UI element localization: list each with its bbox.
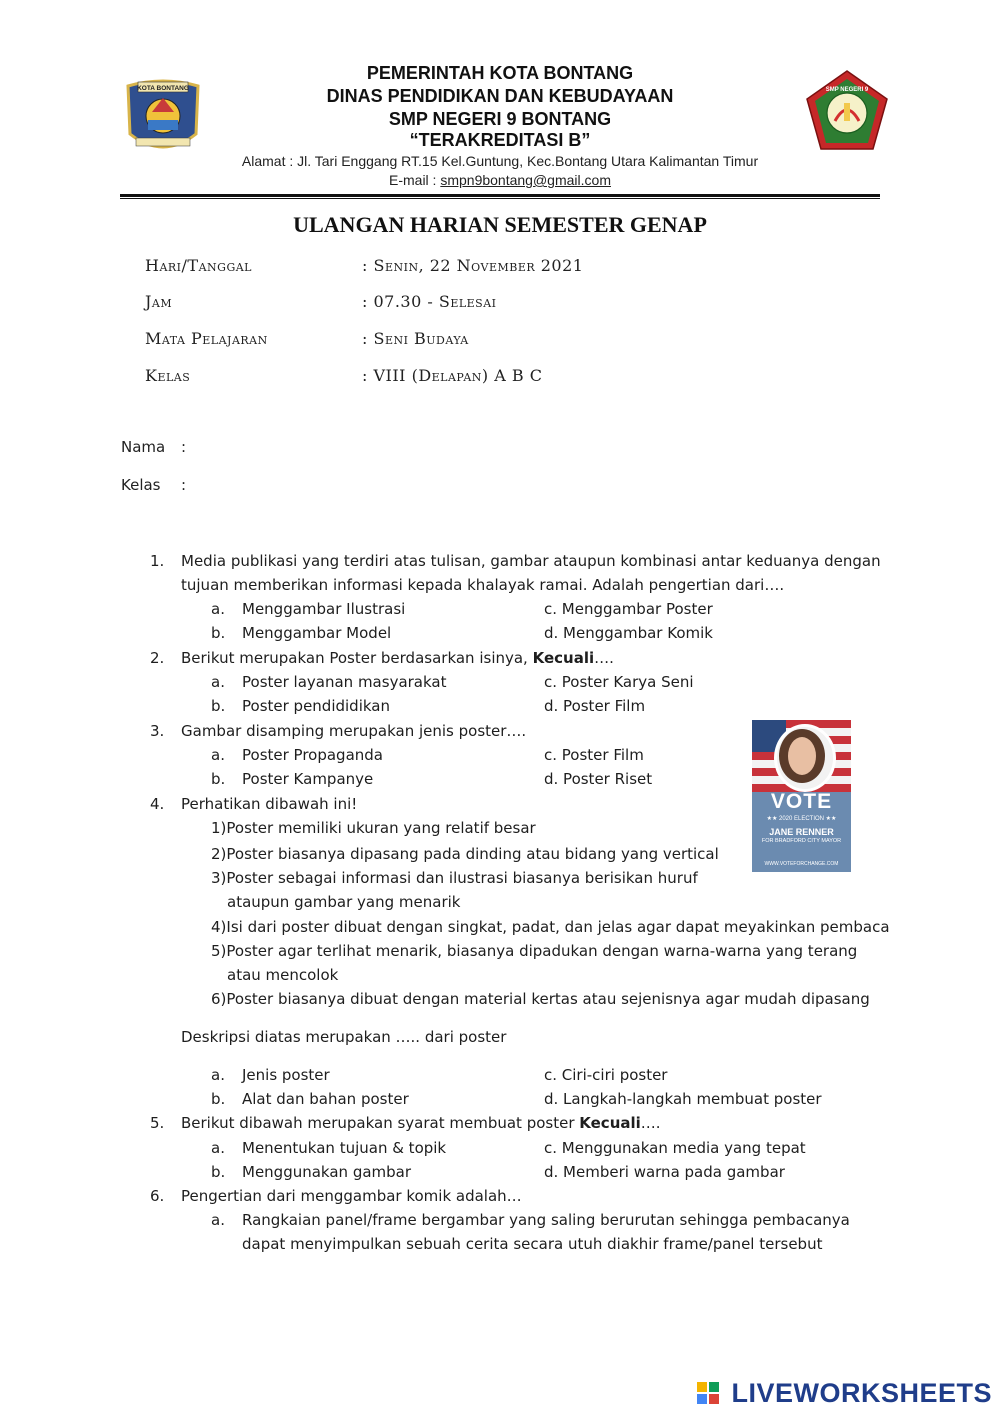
info-value-subject: : Seni Budaya bbox=[362, 329, 469, 348]
q4-item-3: 3)Poster sebagai informasi dan ilustrasi biasanya berisikan huruf bbox=[211, 869, 698, 887]
name-label: Nama bbox=[121, 438, 166, 456]
q4-option-d[interactable]: d. Langkah-langkah membuat poster bbox=[544, 1090, 822, 1108]
info-label-class: Kelas bbox=[145, 366, 191, 385]
q6-text: Pengertian dari menggambar komik adalah… bbox=[181, 1187, 522, 1205]
liveworksheets-logo-icon bbox=[697, 1382, 719, 1404]
q4-item-4: 4)Isi dari poster dibuat dengan singkat, padat, dan jelas agar dapat meyakinkan pembaca bbox=[211, 918, 890, 936]
poster-candidate: JANE RENNER bbox=[769, 827, 834, 837]
q1-option-d[interactable]: d. Menggambar Komik bbox=[544, 624, 713, 642]
email-link[interactable]: smpn9bontang@gmail.com bbox=[440, 172, 611, 188]
q2-option-b-letter: b. bbox=[211, 697, 226, 715]
q1-option-c[interactable]: c. Menggambar Poster bbox=[544, 600, 713, 618]
q4-item-6: 6)Poster biasanya dibuat dengan material kertas atau sejenisnya agar mudah dipasang bbox=[211, 990, 870, 1008]
q2-option-c[interactable]: c. Poster Karya Seni bbox=[544, 673, 694, 691]
q5-option-a[interactable]: Menentukan tujuan & topik bbox=[242, 1139, 447, 1157]
q4-item-3-cont: ataupun gambar yang menarik bbox=[227, 893, 461, 911]
info-value-time: : 07.30 - Selesai bbox=[362, 292, 497, 311]
header-department: DINAS PENDIDIKAN DAN KEBUDAYAAN bbox=[326, 86, 674, 106]
q4-description: Deskripsi diatas merupakan ….. dari poster bbox=[181, 1028, 507, 1046]
school-logo bbox=[803, 69, 891, 155]
q2-option-a-letter: a. bbox=[211, 673, 225, 691]
q2-text bbox=[181, 646, 881, 670]
info-label-date: Hari/Tanggal bbox=[145, 256, 252, 275]
q2-option-d[interactable]: d. Poster Film bbox=[544, 697, 646, 715]
q2-text-bold: Kecuali bbox=[532, 649, 595, 667]
q5-text bbox=[181, 1111, 881, 1135]
city-logo-label: KOTA BONTANG bbox=[137, 85, 189, 92]
q4-option-b[interactable]: Alat dan bahan poster bbox=[242, 1090, 409, 1108]
poster-site: WWW.VOTEFORCHANGE.COM bbox=[764, 861, 839, 867]
q1-option-a-letter: a. bbox=[211, 600, 225, 618]
q5-number: 5. bbox=[150, 1114, 165, 1132]
header-divider-thick bbox=[120, 194, 880, 197]
header-address: Alamat : Jl. Tari Enggang RT.15 Kel.Guntung, Kec.Bontang Utara Kalimantan Timur bbox=[241, 153, 759, 169]
q4-item-5-cont: atau mencolok bbox=[227, 966, 339, 984]
q4-option-a[interactable]: Jenis poster bbox=[242, 1066, 330, 1084]
q3-text: Gambar disamping merupakan jenis poster…. bbox=[181, 722, 527, 740]
q5-option-a-letter: a. bbox=[211, 1139, 225, 1157]
header-school: SMP NEGERI 9 BONTANG bbox=[388, 109, 612, 129]
q4-item-5: 5)Poster agar terlihat menarik, biasanya dipadukan dengan warna-warna yang terang bbox=[211, 942, 858, 960]
q4-item-1: 1)Poster memiliki ukuran yang relatif besar bbox=[211, 819, 536, 837]
q5-option-c[interactable]: c. Menggunakan media yang tepat bbox=[544, 1139, 806, 1157]
q6-option-a-line1[interactable]: Rangkaian panel/frame bergambar yang saling berurutan sehingga pembacanya bbox=[242, 1211, 850, 1229]
q1-text-line1: Media publikasi yang terdiri atas tulisan, gambar ataupun kombinasi antar keduanya dengan bbox=[181, 552, 881, 570]
q3-option-d[interactable]: d. Poster Riset bbox=[544, 770, 653, 788]
class-input[interactable] bbox=[195, 474, 595, 496]
q3-option-b-letter: b. bbox=[211, 770, 226, 788]
class-sep: : bbox=[181, 476, 187, 494]
q5-option-b-letter: b. bbox=[211, 1163, 226, 1181]
info-value-date: : Senin, 22 November 2021 bbox=[362, 256, 584, 275]
q6-option-a-letter: a. bbox=[211, 1211, 225, 1229]
header-email bbox=[150, 172, 850, 189]
q6-option-a-line2[interactable]: dapat menyimpulkan sebuah cerita secara utuh diakhir frame/panel tersebut bbox=[242, 1235, 823, 1253]
q3-option-c[interactable]: c. Poster Film bbox=[544, 746, 644, 764]
q4-option-b-letter: b. bbox=[211, 1090, 226, 1108]
info-label-time: Jam bbox=[145, 292, 173, 311]
q1-option-b[interactable]: Menggambar Model bbox=[242, 624, 392, 642]
q2-text-main: Berikut merupakan Poster berdasarkan isinya, bbox=[181, 649, 533, 667]
portrait-face bbox=[788, 737, 816, 775]
q4-number: 4. bbox=[150, 795, 165, 813]
q3-option-a[interactable]: Poster Propaganda bbox=[242, 746, 383, 764]
poster-role: FOR BRADFORD CITY MAYOR bbox=[761, 838, 842, 844]
header-government: PEMERINTAH KOTA BONTANG bbox=[366, 63, 634, 83]
name-sep: : bbox=[181, 438, 187, 456]
q4-option-c[interactable]: c. Ciri-ciri poster bbox=[544, 1066, 668, 1084]
q3-option-b[interactable]: Poster Kampanye bbox=[242, 770, 374, 788]
q4-option-a-letter: a. bbox=[211, 1066, 225, 1084]
q2-option-b[interactable]: Poster pendididikan bbox=[242, 697, 390, 715]
info-label-subject: Mata Pelajaran bbox=[145, 329, 268, 348]
q2-number: 2. bbox=[150, 649, 165, 667]
q5-text-bold: Kecuali bbox=[579, 1114, 641, 1132]
exam-title: ULANGAN HARIAN SEMESTER GENAP bbox=[293, 212, 707, 237]
city-logo bbox=[122, 76, 204, 160]
q5-option-d[interactable]: d. Memberi warna pada gambar bbox=[544, 1163, 785, 1181]
q3-option-a-letter: a. bbox=[211, 746, 225, 764]
q4-item-2: 2)Poster biasanya dipasang pada dinding atau bidang yang vertical bbox=[211, 845, 719, 863]
class-label: Kelas bbox=[121, 476, 161, 494]
q1-text-line2: tujuan memberikan informasi kepada khalayak ramai. Adalah pengertian dari…. bbox=[181, 576, 785, 594]
info-value-class: : VIII (Delapan) A B C bbox=[362, 366, 543, 385]
name-input[interactable] bbox=[195, 436, 595, 458]
q5-text-main: Berikut dibawah merupakan syarat membuat poster bbox=[181, 1114, 580, 1132]
q5-text-tail: …. bbox=[640, 1114, 661, 1132]
email-label: E-mail : bbox=[389, 172, 441, 188]
q1-option-a[interactable]: Menggambar Ilustrasi bbox=[242, 600, 406, 618]
liveworksheets-watermark[interactable]: LIVEWORKSHEETS bbox=[731, 1378, 992, 1408]
q2-option-a[interactable]: Poster layanan masyarakat bbox=[242, 673, 447, 691]
poster-election: ★★ 2020 ELECTION ★★ bbox=[766, 816, 837, 822]
q3-number: 3. bbox=[150, 722, 165, 740]
header-divider-thin bbox=[120, 198, 880, 199]
q6-number: 6. bbox=[150, 1187, 165, 1205]
q2-text-tail: …. bbox=[594, 649, 614, 667]
q5-option-b[interactable]: Menggunakan gambar bbox=[242, 1163, 412, 1181]
header-accreditation: “TERAKREDITASI B” bbox=[409, 130, 591, 150]
q4-text: Perhatikan dibawah ini! bbox=[181, 795, 358, 813]
poster-vote: VOTE bbox=[770, 790, 833, 813]
q1-option-b-letter: b. bbox=[211, 624, 226, 642]
school-logo-label: SMP NEGERI 9 bbox=[825, 87, 869, 93]
q1-number: 1. bbox=[150, 552, 165, 570]
